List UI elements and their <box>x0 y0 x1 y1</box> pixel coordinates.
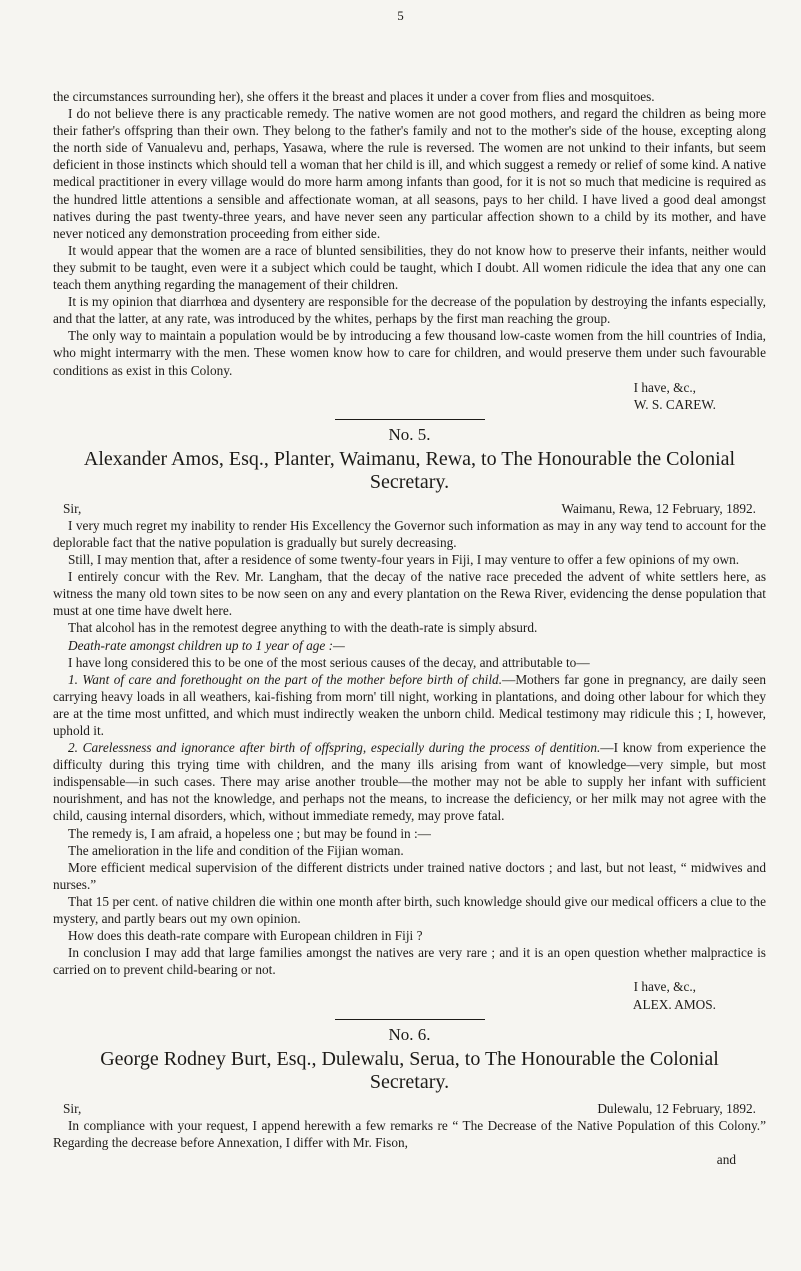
paragraph: I entirely concur with the Rev. Mr. Langham, that the decay of the native race preceded the advent of white settlers here, as witness the many old town sites to be now seen on any and every plantation on the Rewa River, evidencing the dense population that must at one time have dwelt here. <box>53 569 766 619</box>
closing: I have, &c., <box>633 979 696 995</box>
paragraph: That alcohol has in the remotest degree anything to with the death-rate is simply absurd. <box>68 620 538 636</box>
letter-number: No. 5. <box>388 424 431 444</box>
paragraph: In compliance with your request, I append herewith a few remarks re “ The Decrease of the Native Population of this Colony.” Regarding the decrease before Annexation, I differ with Mr. Fison, <box>53 1117 766 1150</box>
item-title: 1. Want of care and forethought on the part of the mother before birth of child. <box>68 671 503 687</box>
subheading: Death-rate amongst children up to 1 year of age :— <box>68 637 345 653</box>
letter-number: No. 6. <box>388 1024 431 1044</box>
letter-heading: George Rodney Burt, Esq., Dulewalu, Serua, to The Honourable the Colonial Secretary. <box>100 1047 719 1093</box>
salutation-line <box>53 1100 766 1117</box>
place-date: Dulewalu, 12 February, 1892. <box>597 1100 756 1116</box>
page-number: 5 <box>397 8 404 23</box>
paragraph: How does this death-rate compare with European children in Fiji ? <box>68 928 423 944</box>
signature: ALEX. AMOS. <box>632 996 716 1012</box>
paragraph: the circumstances surrounding her), she offers it the breast and places it under a cover from flies and mosquitoes. <box>53 89 655 104</box>
paragraph: In conclusion I may add that large families amongst the natives are very rare ; and it is an open question whether malpractice is carried on to prevent child-bearing or not. <box>53 945 766 978</box>
paragraph: It is my opinion that diarrhœa and dysentery are responsible for the decrease of the population by destroying the infants especially, and that the latter, at any rate, was introduced by the whites, perhaps by the first man reaching the group. <box>53 294 766 327</box>
list-item <box>53 671 766 739</box>
paragraph: I do not believe there is any practicable remedy. The native women are not good mothers, and regard the children as being more their father's offspring than their own. They belong to the father's family and not to the mother's side of the house, excepting along the north side of Vanualevu and, perhaps, Yasawa, where the rule is reversed. The women are not unkind to their infants, but seem deficient in those instincts which should tell a woman that her child is ill, and which suggest a remedy or relief of some kind. A native medical practitioner in every village would do more harm among infants than good, for it is not so much that medicine is required as the hundred little attentions a sensible and affectionate woman, at all seasons, pays to her child. I have lived a good deal amongst natives during the past twenty-three years, and have never seen any particular affection shown to a child by its mother, and have never noticed any demonstration proceeding from either side. <box>53 106 766 241</box>
salutation: Sir, <box>63 1100 82 1116</box>
place-date: Waimanu, Rewa, 12 February, 1892. <box>561 500 756 516</box>
salutation: Sir, <box>63 500 82 516</box>
page-body <box>53 88 766 1168</box>
item-text: —Mothers far gone in pregnancy, are daily seen carrying heavy loads in all weathers, kai-fishing from morn' till night, working in plantations, and doing other labour for which they are at the time most unfitted, and which must indirectly weaken the unborn child. Medical testimony may ridicule this ; I, however, uphold it. <box>53 671 766 738</box>
item-title: 2. Carelessness and ignorance after birth of offspring, especially during the process of dentition. <box>68 740 601 756</box>
closing: I have, &c., <box>633 379 696 395</box>
paragraph: The amelioration in the life and condition of the Fijian woman. <box>68 842 404 858</box>
letter-heading: Alexander Amos, Esq., Planter, Waimanu, Rewa, to The Honourable the Colonial Secretary. <box>83 447 736 493</box>
paragraph: I very much regret my inability to render His Excellency the Governor such information as may in any way tend to account for the deplorable fact that the native population is gradually but surely decreasing. <box>53 517 766 550</box>
paragraph: More efficient medical supervision of the different districts under trained native doctors ; and last, but not least, “ midwives and nurses.” <box>53 859 766 892</box>
salutation-line <box>53 500 766 517</box>
divider <box>335 1019 485 1020</box>
list-item <box>53 739 766 824</box>
paragraph: Still, I may mention that, after a residence of some twenty-four years in Fiji, I may venture to offer a few opinions of my own. <box>68 552 740 568</box>
paragraph: I have long considered this to be one of the most serious causes of the decay, and attributable to— <box>68 654 590 670</box>
divider <box>335 419 485 420</box>
item-text: —I know from experience the difficulty during this trying time with children, and the many ills arising from want of knowledge—very simple, but most indispensable—in such cases. There may arise another trouble—the mother may not be able to supply her infant with sufficient nourishment, and has not the knowledge, and perhaps not the means, to increase the deficiency, or her milk may not agree with the child, causing internal disorders, which, without immediate remedy, may prove fatal. <box>53 740 766 824</box>
signature: W. S. CAREW. <box>633 396 716 412</box>
paragraph: The remedy is, I am afraid, a hopeless one ; but may be found in :— <box>68 825 431 841</box>
paragraph: The only way to maintain a population would be by introducing a few thousand low-caste women from the hill countries of India, who might intermarry with the men. These women know how to care for children, and would preserve them under such favourable conditions as exist in this Colony. <box>53 328 766 378</box>
paragraph: That 15 per cent. of native children die within one month after birth, such knowledge should give our medical officers a clue to the mystery, and partly bears out my own opinion. <box>53 893 766 927</box>
catchword: and <box>716 1151 736 1167</box>
paragraph: It would appear that the women are a race of blunted sensibilities, they do not know how to preserve their infants, neither would they submit to be taught, even were it a subject which could be taught, which I doubt. All women ridicule the idea that any one can teach them anything regarding the management of their children. <box>53 242 766 293</box>
